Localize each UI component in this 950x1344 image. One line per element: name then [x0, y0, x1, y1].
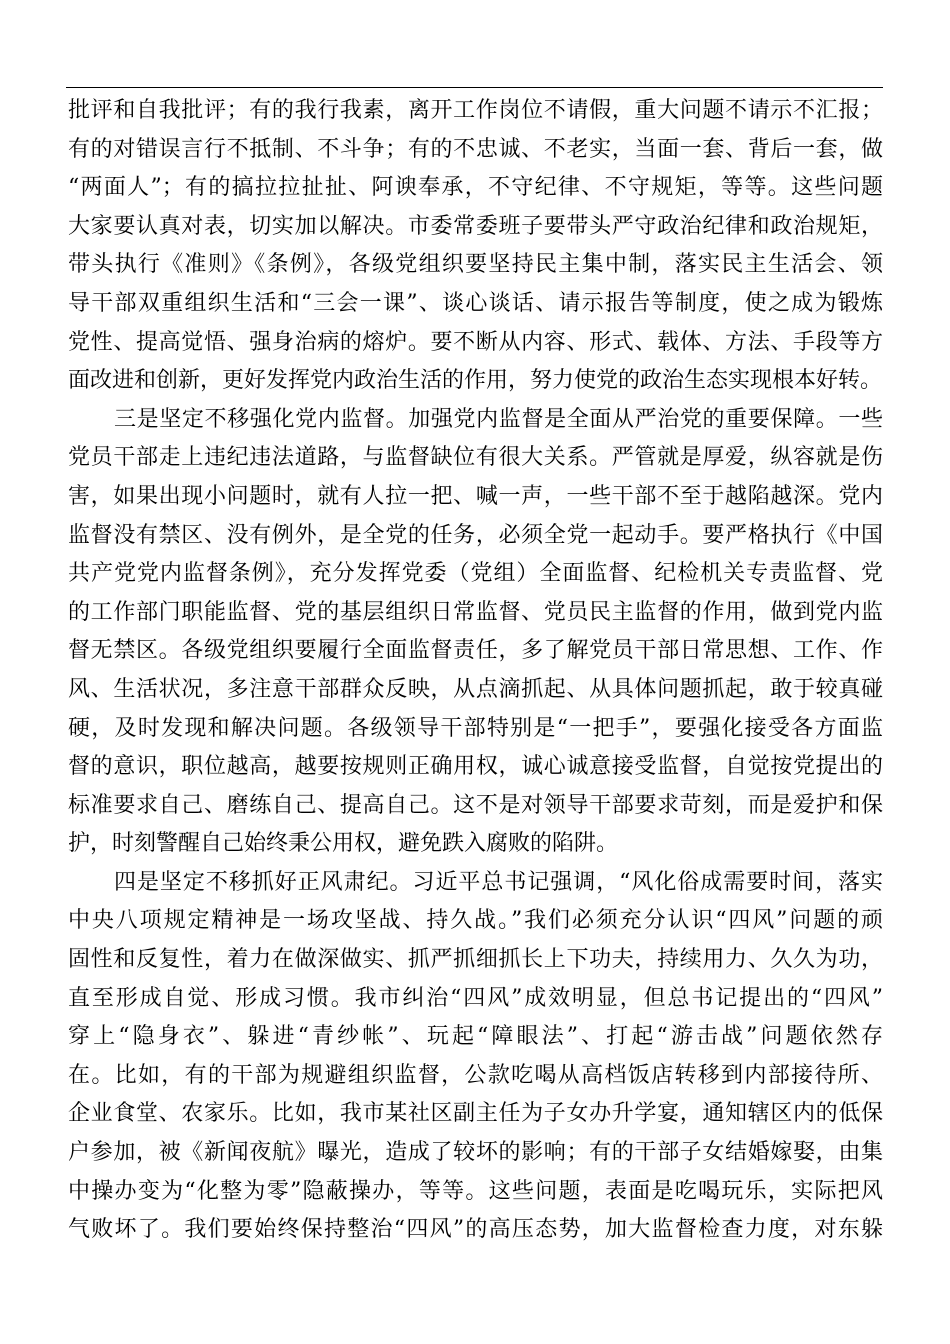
text-line: 共产党党内监督条例》，充分发挥党委（党组）全面监督、纪检机关专责监督、党	[68, 561, 883, 587]
text-line: 党员干部走上违纪违法道路，与监督缺位有很大关系。严管就是厚爱，纵容就是伤	[68, 445, 883, 471]
text-line: 风、生活状况，多注意干部群众反映，从点滴抓起、从具体问题抓起，敢于较真碰	[68, 676, 883, 702]
text-line: 导干部双重组织生活和“三会一课”、谈心谈话、请示报告等制度，使之成为锻炼	[68, 290, 883, 316]
text-line: 带头执行《准则》《条例》，各级党组织要坚持民主集中制，落实民主生活会、领	[68, 252, 883, 278]
text-line: 气败坏了。我们要始终保持整治“四风”的高压态势，加大监督检查力度，对东躲	[68, 1217, 883, 1243]
text-line: 标准要求自己、磨练自己、提高自己。这不是对领导干部要求苛刻，而是爱护和保	[68, 792, 883, 818]
text-line: 在。比如，有的干部为规避组织监督，公款吃喝从高档饭店转移到内部接待所、	[68, 1062, 883, 1088]
text-line: 害，如果出现小问题时，就有人拉一把、喊一声，一些干部不至于越陷越深。党内	[68, 483, 883, 509]
text-line: 中操办变为“化整为零”隐蔽操办，等等。这些问题，表面是吃喝玩乐，实际把风	[68, 1178, 883, 1204]
text-line: 监督没有禁区、没有例外，是全党的任务，必须全党一起动手。要严格执行《中国	[68, 522, 883, 548]
text-line: “两面人”；有的搞拉拉扯扯、阿谀奉承，不守纪律、不守规矩，等等。这些问题	[68, 175, 883, 201]
text-line: 直至形成自觉、形成习惯。我市纠治“四风”成效明显，但总书记提出的“四风”	[68, 985, 883, 1011]
text-line: 的工作部门职能监督、党的基层组织日常监督、党员民主监督的作用，做到党内监	[68, 599, 883, 625]
text-line: 三是坚定不移强化党内监督。加强党内监督是全面从严治党的重要保障。一些	[114, 406, 883, 432]
text-line: 穿上“隐身衣”、躲进“青纱帐”、玩起“障眼法”、打起“游击战”问题依然存	[68, 1024, 883, 1050]
text-line: 企业食堂、农家乐。比如，我市某社区副主任为子女办升学宴，通知辖区内的低保	[68, 1101, 883, 1127]
header-rule	[66, 87, 883, 88]
text-line: 固性和反复性，着力在做深做实、抓严抓细抓长上下功夫，持续用力、久久为功，	[68, 947, 883, 973]
body-text	[68, 92, 883, 1250]
text-line: 督的意识，职位越高，越要按规则正确用权，诚心诚意接受监督，自觉按党提出的	[68, 754, 883, 780]
text-line: 面改进和创新，更好发挥党内政治生活的作用，努力使党的政治生态实现根本好转。	[68, 368, 883, 394]
text-line: 护，时刻警醒自己始终秉公用权，避免跌入腐败的陷阱。	[68, 831, 619, 857]
text-line: 四是坚定不移抓好正风肃纪。习近平总书记强调，“风化俗成需要时间，落实	[114, 869, 883, 895]
text-line: 硬，及时发现和解决问题。各级领导干部特别是“一把手”，要强化接受各方面监	[68, 715, 883, 741]
text-line: 户参加，被《新闻夜航》曝光，造成了较坏的影响；有的干部子女结婚嫁娶，由集	[68, 1140, 883, 1166]
text-line: 督无禁区。各级党组织要履行全面监督责任，多了解党员干部日常思想、工作、作	[68, 638, 883, 664]
text-line: 批评和自我批评；有的我行我素，离开工作岗位不请假，重大问题不请示不汇报；	[68, 98, 883, 123]
text-line: 中央八项规定精神是一场攻坚战、持久战。”我们必须充分认识“四风”问题的顽	[68, 908, 883, 934]
text-line: 有的对错误言行不抵制、不斗争；有的不忠诚、不老实，当面一套、背后一套，做	[68, 136, 883, 162]
text-line: 党性、提高觉悟、强身治病的熔炉。要不断从内容、形式、载体、方法、手段等方	[68, 329, 883, 355]
text-line: 大家要认真对表，切实加以解决。市委常委班子要带头严守政治纪律和政治规矩，	[68, 213, 883, 239]
